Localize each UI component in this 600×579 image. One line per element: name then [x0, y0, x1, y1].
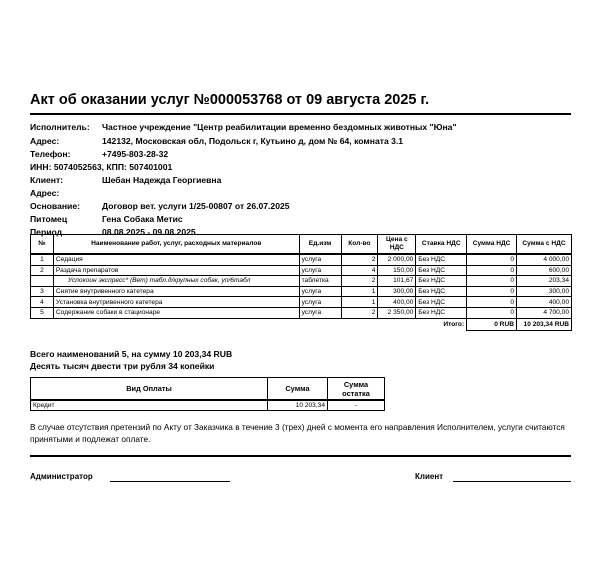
- header-line: [30, 201, 575, 212]
- table-row: [31, 400, 385, 411]
- item-vat-sum: 0: [467, 276, 517, 287]
- item-unit: услуга: [299, 265, 341, 276]
- table-row: [31, 307, 572, 318]
- item-vat-rate: Без НДС: [416, 265, 467, 276]
- item-total: 600,00: [516, 265, 571, 276]
- item-qty: 4: [341, 265, 378, 276]
- header-key: Питомец: [30, 214, 68, 224]
- header-value: 08.08.2025 - 09.08.2025: [102, 227, 196, 237]
- col-header-vat-rate: Ставка НДС: [416, 235, 467, 255]
- table-row: [31, 297, 572, 308]
- item-number: 3: [31, 286, 54, 297]
- item-vat-sum: 0: [467, 307, 517, 318]
- item-qty: 1: [341, 286, 378, 297]
- administrator-signature-line: [110, 481, 230, 482]
- items-table-header: [31, 235, 572, 255]
- header-key: Период: [30, 227, 63, 237]
- item-total: 203,34: [516, 276, 571, 287]
- item-vat-sum: 0: [467, 286, 517, 297]
- signature-divider: [30, 455, 571, 457]
- col-header-payment-type: Вид Оплаты: [31, 378, 268, 401]
- item-qty: 2: [341, 307, 378, 318]
- item-total: 300,00: [516, 286, 571, 297]
- total-vat: 0 RUB: [467, 318, 517, 330]
- col-header-payment-rest: Сумма остатка: [328, 378, 385, 401]
- item-qty: 2: [341, 254, 378, 265]
- header-key: ИНН: 5074052563, КПП: 507401001: [30, 162, 173, 172]
- col-header-payment-sum: Сумма: [268, 378, 328, 401]
- item-qty: 1: [341, 297, 378, 308]
- col-header-unit: Ед.изм: [299, 235, 341, 255]
- header-line: [30, 214, 575, 225]
- acceptance-note: В случае отсутствия претензий по Акту от Заказчика в течение 3 (трех) дней с момента его направления Исполнителем, услуги считаются принятыми и подлежат оплате.: [30, 422, 565, 444]
- header-key: Основание:: [30, 201, 80, 211]
- header-value: Договор вет. услуги 1/25-00807 от 26.07.2025: [102, 201, 290, 211]
- client-label: Клиент: [415, 472, 444, 481]
- item-vat-rate: Без НДС: [416, 286, 467, 297]
- administrator-label: Администратор: [30, 472, 93, 481]
- header-line: [30, 188, 575, 199]
- col-header-total: Сумма с НДС: [516, 235, 571, 255]
- payment-table-header: [31, 378, 385, 401]
- header-value: Шебан Надежда Георгиевна: [102, 175, 222, 185]
- item-name: Успокоин экспресс* (Вет) табл.д/крупных собак, уп/6табл: [53, 276, 299, 287]
- item-price: 101,67: [378, 276, 416, 287]
- item-qty: 2: [341, 276, 378, 287]
- item-number: 5: [31, 307, 54, 318]
- item-vat-rate: Без НДС: [416, 297, 467, 308]
- col-header-number: №: [31, 235, 54, 255]
- header-value: Гена Собака Метис: [102, 214, 183, 224]
- item-name: Содержание собаки в стационаре: [53, 307, 299, 318]
- item-name: Снятие внутривенного катетера: [53, 286, 299, 297]
- item-vat-sum: 0: [467, 254, 517, 265]
- item-number: 4: [31, 297, 54, 308]
- payment-rest: -: [328, 400, 385, 411]
- col-header-name: Наименование работ, услуг, расходных материалов: [53, 235, 299, 255]
- summary-words-line: Десять тысяч двести три рубля 34 копейки: [30, 361, 215, 371]
- table-row: [31, 254, 572, 265]
- table-row: [31, 286, 572, 297]
- table-row: [31, 265, 572, 276]
- item-price: 2 350,00: [378, 307, 416, 318]
- item-price: 400,00: [378, 297, 416, 308]
- item-unit: услуга: [299, 297, 341, 308]
- item-name: Седация: [53, 254, 299, 265]
- total-label: Итого:: [443, 320, 465, 328]
- col-header-qty: Кол-во: [341, 235, 378, 255]
- item-unit: услуга: [299, 307, 341, 318]
- item-total: 4 700,00: [516, 307, 571, 318]
- client-signature-line: [453, 481, 571, 482]
- item-price: 150,00: [378, 265, 416, 276]
- col-header-price: Цена с НДС: [378, 235, 416, 255]
- item-unit: таблетка: [299, 276, 341, 287]
- header-line: [30, 162, 575, 173]
- item-vat-rate: Без НДС: [416, 307, 467, 318]
- title-divider: [30, 113, 571, 115]
- item-vat-rate: Без НДС: [416, 276, 467, 287]
- total-sum: 10 203,34 RUB: [516, 318, 571, 330]
- item-unit: услуга: [299, 254, 341, 265]
- item-unit: услуга: [299, 286, 341, 297]
- item-name: Установка внутривенного катетера: [53, 297, 299, 308]
- header-line: [30, 136, 575, 147]
- header-line: [30, 149, 575, 160]
- header-key: Адрес:: [30, 136, 60, 146]
- payment-sum: 10 203,34: [268, 400, 328, 411]
- item-price: 2 000,00: [378, 254, 416, 265]
- item-name: Раздача препаратов: [53, 265, 299, 276]
- item-number: 2: [31, 265, 54, 276]
- header-key: Телефон:: [30, 149, 71, 159]
- header-value: Частное учреждение "Центр реабилитации временно бездомных животных "Юна": [102, 122, 457, 132]
- document-title: Акт об оказании услуг №000053768 от 09 августа 2025 г.: [30, 92, 430, 108]
- item-vat-sum: 0: [467, 297, 517, 308]
- items-table: [30, 234, 572, 331]
- payment-type: Кредит: [31, 400, 268, 411]
- header-line: [30, 175, 575, 186]
- col-header-vat-sum: Сумма НДС: [467, 235, 517, 255]
- item-vat-rate: Без НДС: [416, 254, 467, 265]
- items-total-row: [31, 318, 572, 330]
- summary-count-line: Всего наименований 5, на сумму 10 203,34 RUB: [30, 349, 233, 359]
- header-key: Клиент:: [30, 175, 64, 185]
- item-price: 300,00: [378, 286, 416, 297]
- item-total: 400,00: [516, 297, 571, 308]
- item-number: 1: [31, 254, 54, 265]
- header-key: Адрес:: [30, 188, 60, 198]
- item-number: [31, 276, 54, 287]
- payment-table: [30, 377, 385, 411]
- header-value: 142132, Московская обл, Подольск г, Кутьино д, дом № 64, комната 3.1: [102, 136, 404, 146]
- item-vat-sum: 0: [467, 265, 517, 276]
- header-line: [30, 122, 575, 133]
- header-value: +7495-803-28-32: [102, 149, 169, 159]
- table-row: [31, 276, 572, 287]
- header-key: Исполнитель:: [30, 122, 90, 132]
- item-total: 4 000,00: [516, 254, 571, 265]
